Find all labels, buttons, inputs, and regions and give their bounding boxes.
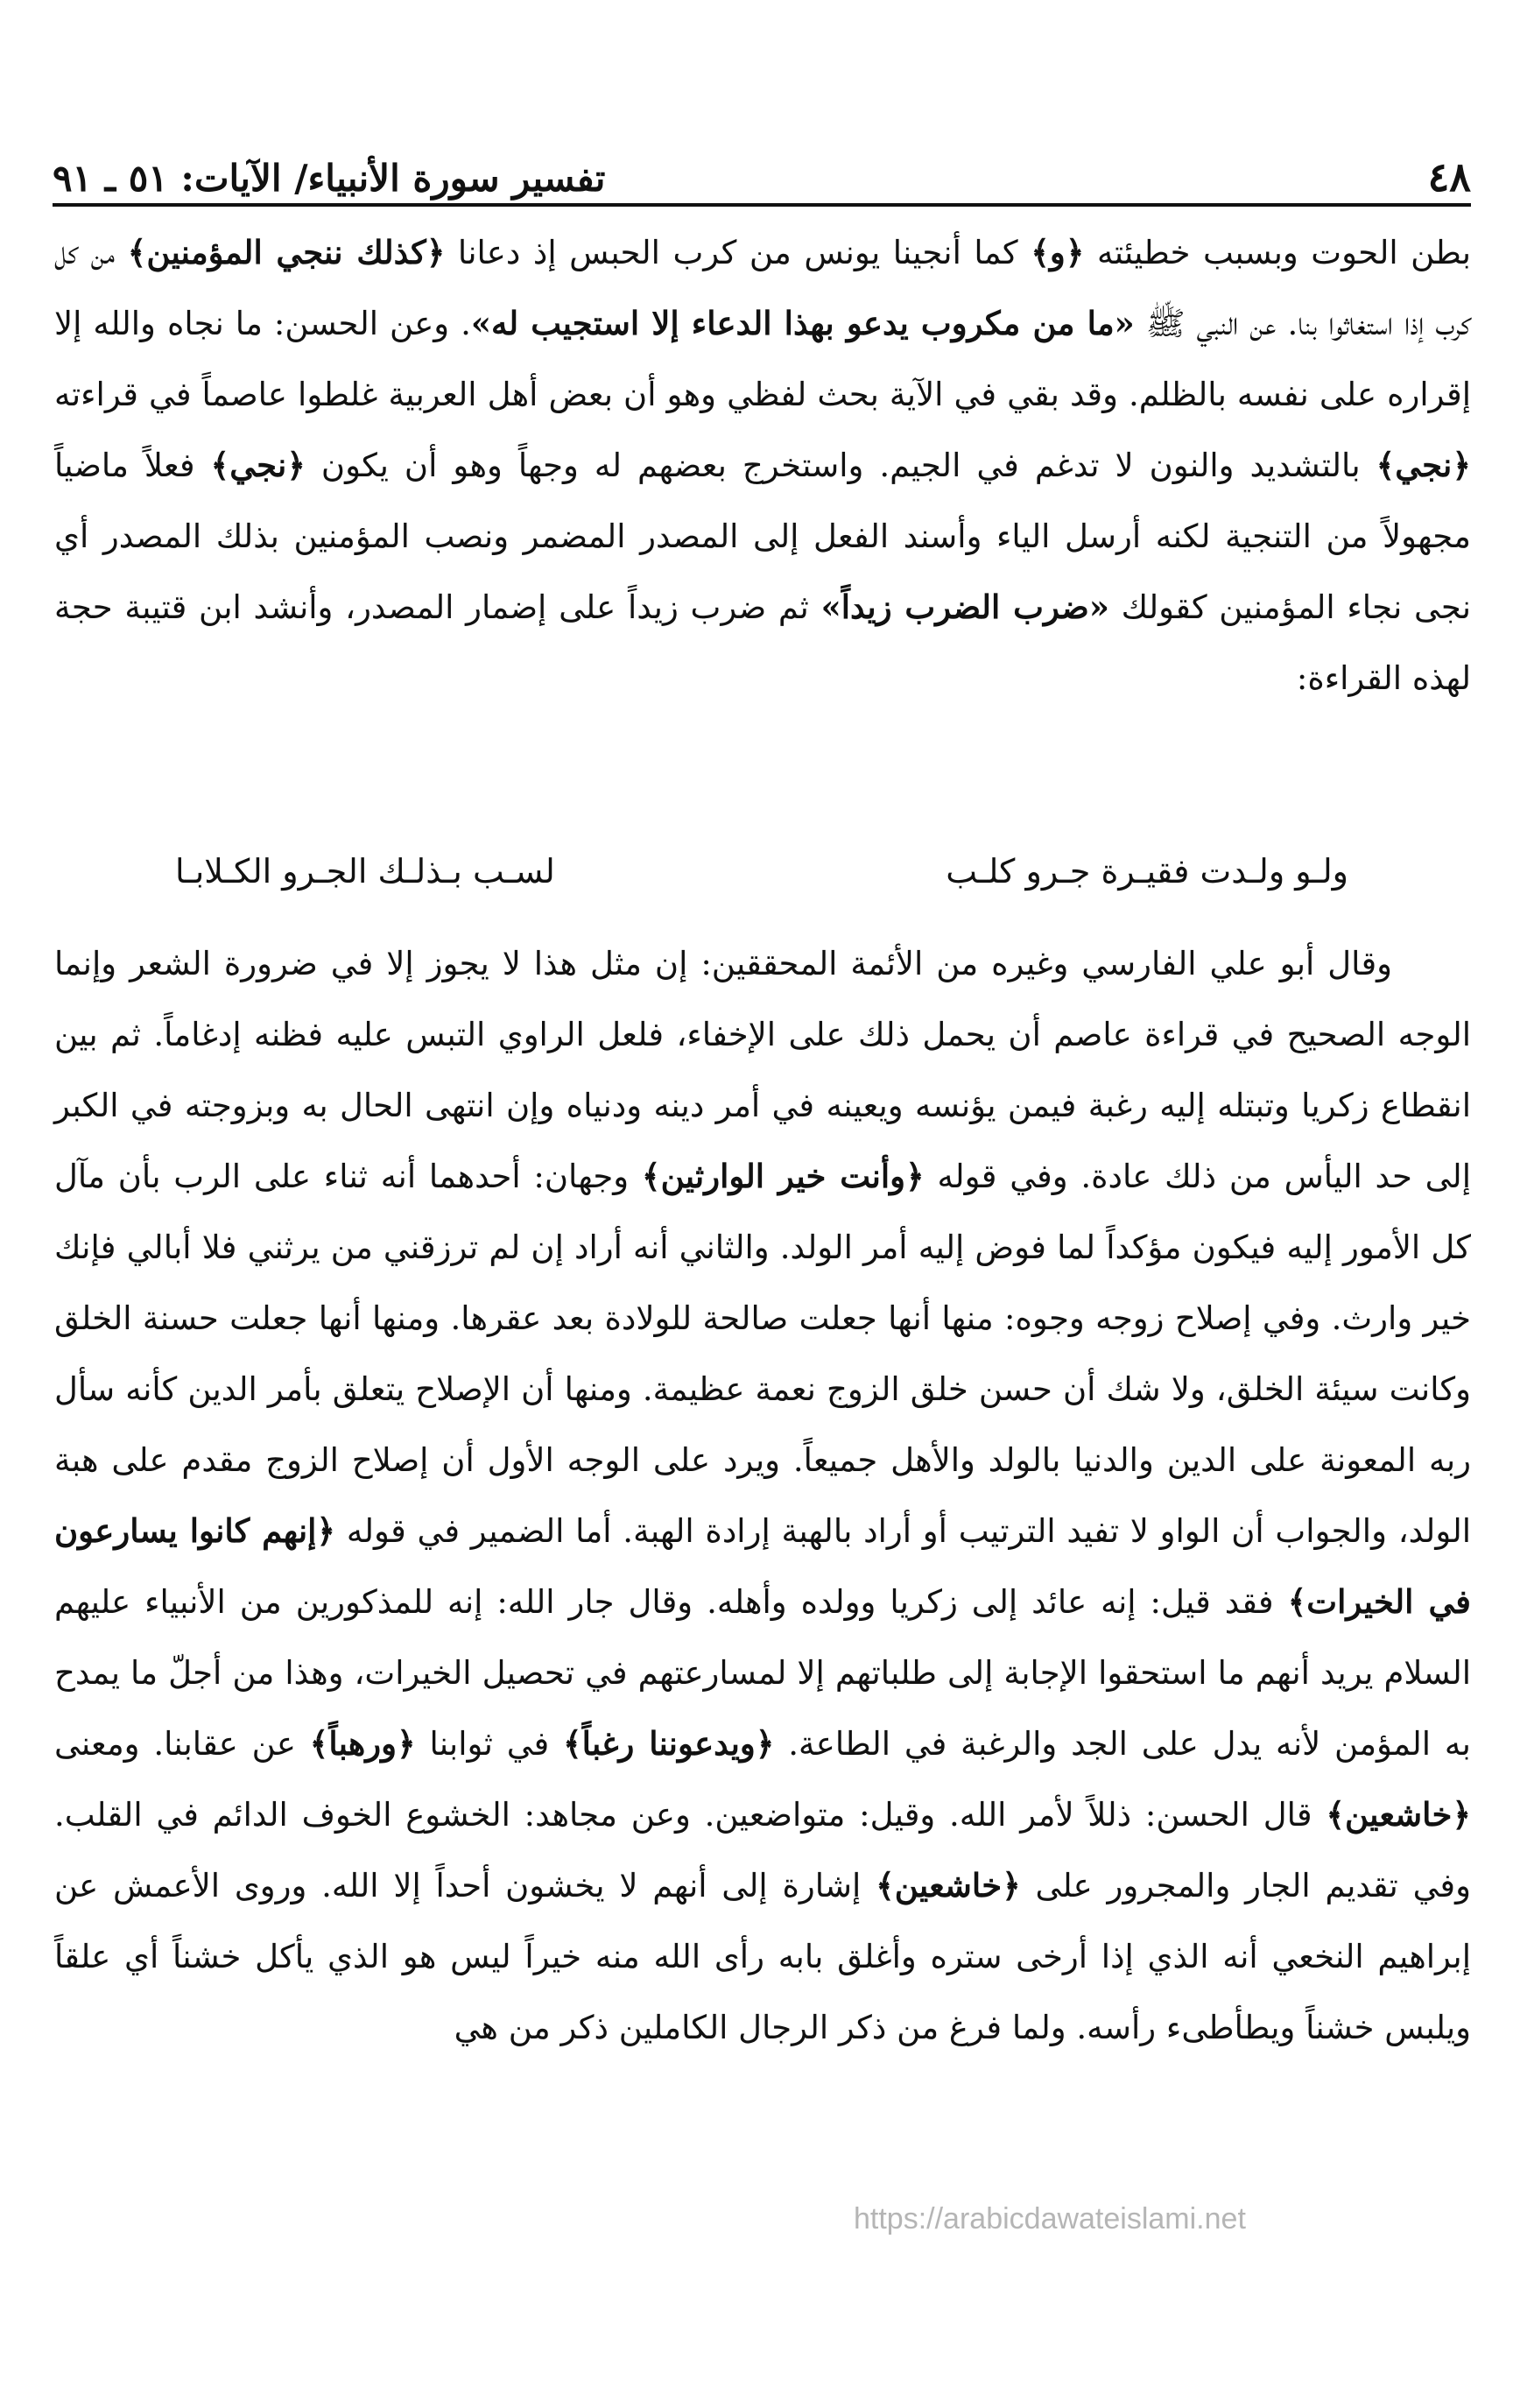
quran-quote: ﴿نجي﴾ <box>1376 446 1472 484</box>
hadith-quote: «ما من مكروب يدعو بهذا الدعاء إلا استجيب له» <box>470 304 1135 342</box>
text-run: وقال أبو علي الفارسي وغيره من الأئمة المحققين: إن مثل هذا لا يجوز إلا في ضرورة الشعر وإنما الوجه الصحيح في قراءة عاصم أن يحمل ذلك على الإخفاء، فلعل الراوي التبس عليه فظنه إدغاماً. ثم بين انقطاع زكريا وتبتله إليه رغبة فيمن يؤنسه ويعينه في أمر دينه ودنياه وإن انتهى الحال به وبزوجته في الكبر إلى حد اليأس من ذلك عادة. وفي قوله <box>54 945 1471 1195</box>
quran-quote: ﴿خاشعين﴾ <box>1326 1795 1471 1834</box>
header-rule <box>53 203 1471 207</box>
quran-quote: ﴿خاشعين﴾ <box>876 1866 1021 1905</box>
poetry-verse <box>175 836 1348 906</box>
text-run: وجهان: أحدهما أنه ثناء على الرب بأن مآل كل الأمور إليه فيكون مؤكداً لما فوض إليه أمر الولد. والثاني أنه أراد إن لم ترزقني من يرثني فلا أبالي فإنك خير وارث. وفي إصلاح زوجه وجوه: منها أنها جعلت صالحة للولادة بعد عقرها. ومنها أنها جعلت حسنة الخلق وكانت سيئة الخلق، ولا شك أن حسن خلق الزوج نعمة عظيمة. ومنها أن الإصلاح يتعلق بأمر الدين كأنه سأل ربه المعونة على الدين والدنيا بالولد والأهل جميعاً. ويرد على الوجه الأول أن إصلاح الزوج مقدم على هبة الولد، والجواب أن الواو لا تفيد الترتيب أو أراد بالهبة إرادة الهبة. أما الضمير في قوله <box>54 1158 1471 1550</box>
example-quote: «ضرب الضرب زيداً» <box>820 588 1109 626</box>
text-run: . وعن الحسن: ما نجاه والله إلا إقراره على نفسه بالظلم. وقد بقي في الآية بحث لفظي وهو أن بعض أهل العربية غلطوا عاصماً في قراءته <box>54 305 1471 413</box>
quran-quote: ﴿وأنت خير الوارثين﴾ <box>641 1157 925 1195</box>
text-run: عن عقابنا. ومعنى <box>54 1725 310 1763</box>
running-title: تفسير سورة الأنبياء/ الآيات: ٥١ ـ ٩١ <box>53 157 606 200</box>
page-header <box>53 153 1471 201</box>
quran-quote: ﴿إنهم كانوا يسارعون في الخيرات﴾ <box>54 1511 1471 1621</box>
text-run: في ثوابنا <box>415 1725 563 1763</box>
page-number: ٤٨ <box>1427 153 1471 201</box>
text-run: قال الحسن: ذللاً لأمر الله. وقيل: متواضعين. وعن مجاهد: الخشوع الخوف الدائم في القلب. وفي تقديم الجار والمجرور على <box>54 1796 1471 1905</box>
text-run: ثم ضرب زيداً على إضمار المصدر، وأنشد ابن قتيبة حجة لهذه القراءة: <box>54 588 1471 697</box>
text-run: فعلاً ماضياً مجهولاً من التنجية لكنه أرسل الياء وأسند الفعل إلى المصدر المضمر ونصب المؤمنين بذلك المصدر أي نجى نجاء المؤمنين كقولك <box>54 447 1471 626</box>
quran-quote: ﴿ويدعوننا رغباً﴾ <box>563 1724 775 1763</box>
paragraph-1 <box>54 217 1471 714</box>
paragraph-2 <box>54 928 1471 2063</box>
text-run: كما أنجينا يونس من كرب الحبس إذ دعانا <box>445 234 1031 271</box>
text-run: بطن الحوت وبسبب خطيئته <box>1084 234 1471 271</box>
quran-quote: ﴿و﴾ <box>1031 233 1085 271</box>
text-run: من كل كرب إذا استغاثوا بنا. عن النبي ﷺ <box>54 234 1471 342</box>
verse-first-hemistich: ولـو ولـدت فقيـرة جـرو كلـب <box>946 852 1348 891</box>
quran-quote: ﴿نجي﴾ <box>210 446 306 484</box>
watermark-url: https://arabicdawateislami.net <box>854 2202 1246 2235</box>
quran-quote: ﴿ورهباً﴾ <box>309 1724 416 1763</box>
quran-quote: ﴿كذلك ننجي المؤمنين﴾ <box>127 233 446 271</box>
text-run: فقد قيل: إنه عائد إلى زكريا وولده وأهله. وقال جار الله: إنه للمذكورين من الأنبياء عليهم السلام يريد أنهم ما استحقوا الإجابة إلى طلباتهم إلا لمسارعتهم في تحصيل الخيرات، وهذا من أجلّ ما يمدح به المؤمن لأنه يدل على الجد والرغبة في الطاعة. <box>54 1583 1471 1763</box>
verse-second-hemistich: لسـب بـذلـك الجـرو الكـلابـا <box>175 852 555 891</box>
text-run: بالتشديد والنون لا تدغم في الجيم. واستخرج بعضهم له وجهاً وهو أن يكون <box>305 447 1376 484</box>
text-run: إشارة إلى أنهم لا يخشون أحداً إلا الله. وروى الأعمش عن إبراهيم النخعي أنه الذي إذا أرخى ستره وأغلق بابه رأى الله منه خيراً ليس هو الذي يأكل خشناً أي علقاً ويلبس خشناً ويطأطىء رأسه. ولما فرغ من ذكر الرجال الكاملين ذكر من هي <box>54 1867 1471 2046</box>
